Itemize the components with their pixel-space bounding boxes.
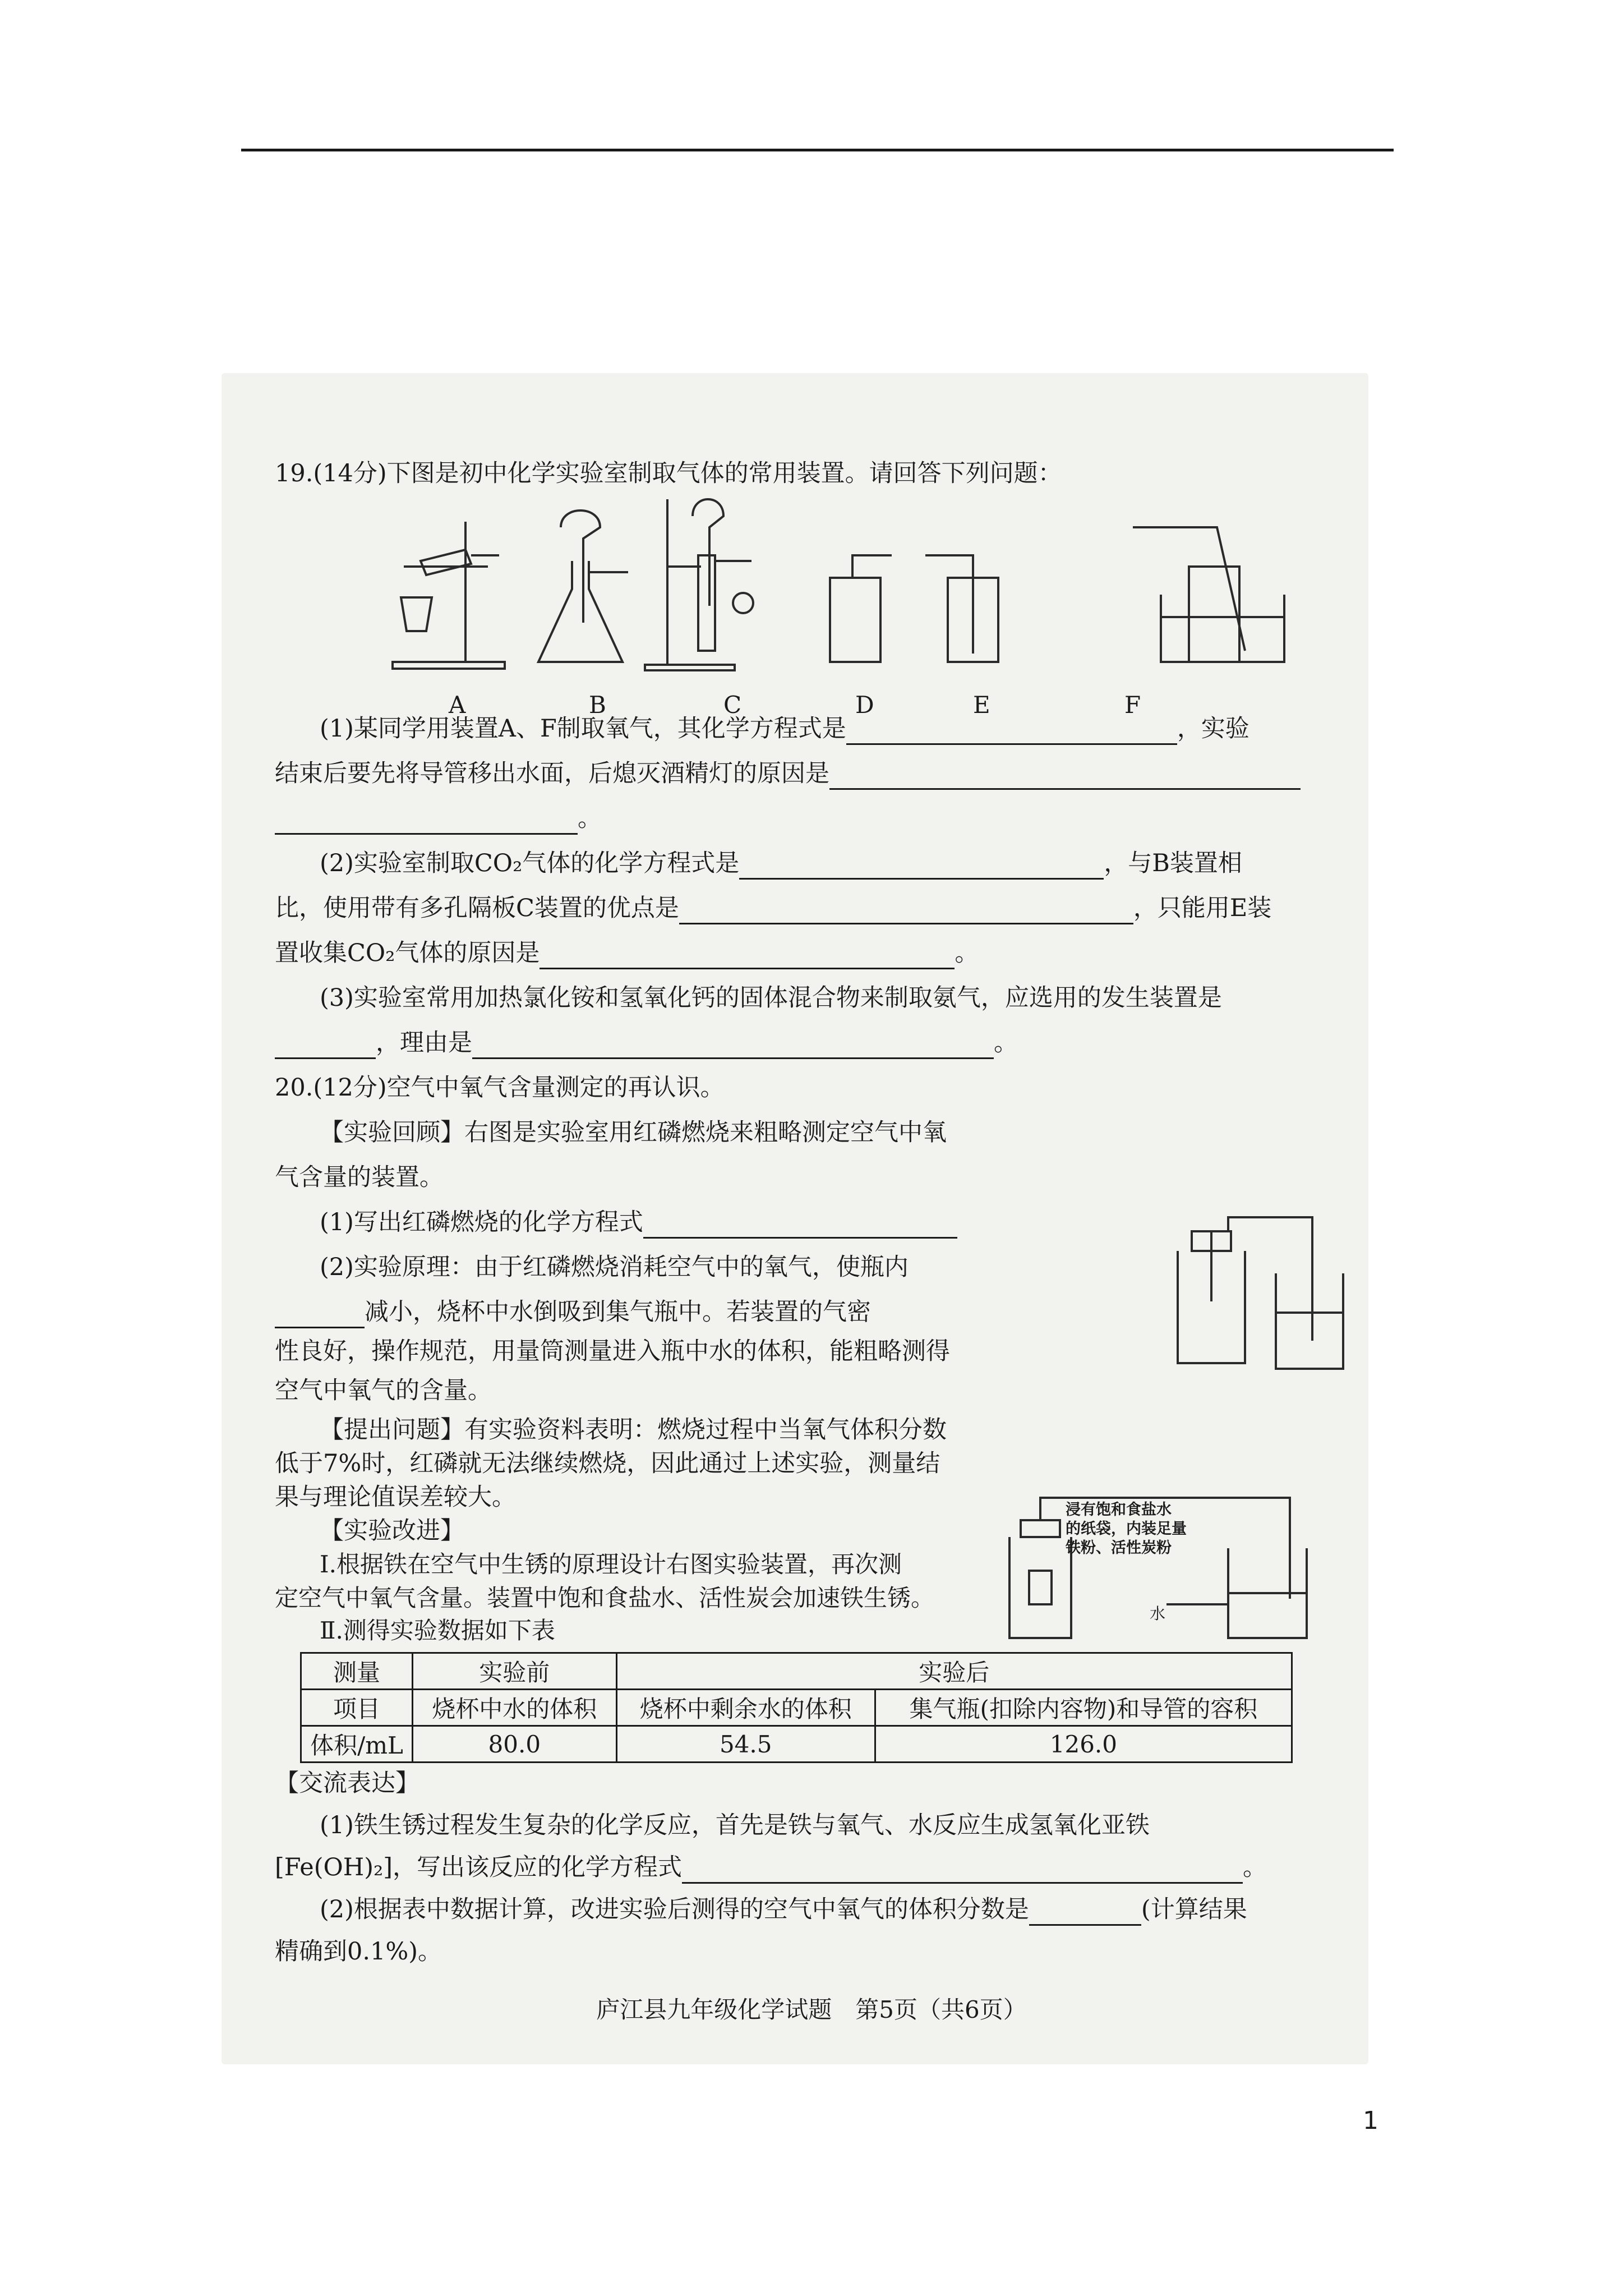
value-remaining-water: 54.5: [616, 1726, 875, 1763]
q19-part1-line3: 。: [275, 802, 602, 835]
q20-step2-line3: 性良好，操作规范，用量筒测量进入瓶中水的体积，能粗略测得: [275, 1337, 950, 1365]
water-label: 水: [1150, 1604, 1166, 1623]
value-beaker-water: 80.0: [413, 1726, 617, 1763]
apparatus-label-c: C: [723, 691, 742, 719]
q19-part1-line2: 结束后要先将导管移出水面，后熄灭酒精灯的原因是: [275, 757, 1301, 790]
measurement-table: [300, 1652, 1293, 1763]
q19-part2-line2: 比，使用带有多孔隔板C装置的优点是 ，只能用E装: [275, 892, 1271, 924]
q20-question-line1: 【提出问题】有实验资料表明：燃烧过程中当氧气体积分数: [320, 1416, 947, 1444]
q20-step1: (1)写出红磷燃烧的化学方程式: [320, 1206, 957, 1239]
q20-exchange-line2: [Fe(OH)₂]，写出该反应的化学方程式 。: [275, 1851, 1267, 1884]
q19-part3-line1: (3)实验室常用加热氯化铵和氢氧化钙的固体混合物来制取氨气，应选用的发生装置是: [320, 984, 1222, 1012]
q20-improve-line1: Ⅰ.根据铁在空气中生锈的原理设计右图实验装置，再次测: [320, 1550, 902, 1578]
page-number: 1: [1363, 2106, 1378, 2135]
apparatus-label-d: D: [855, 691, 874, 719]
q19-title: 19.(14分)下图是初中化学实验室制取气体的常用装置。请回答下列问题：: [275, 459, 1062, 487]
apparatus-label-e: E: [973, 691, 990, 719]
answer-blank[interactable]: [846, 717, 1177, 745]
answer-blank[interactable]: [275, 1032, 376, 1059]
q20-review-line1: 【实验回顾】右图是实验室用红磷燃烧来粗略测定空气中氧: [320, 1119, 947, 1147]
col-volume: 集气瓶(扣除内容物)和导管的容积: [875, 1690, 1292, 1726]
q20-step2-line1: (2)实验原理：由于红磷燃烧消耗空气中的氧气，使瓶内: [320, 1253, 909, 1281]
q20-step2-line2: 减小，烧杯中水倒吸到集气瓶中。若装置的气密: [275, 1296, 871, 1328]
q19-apparatus-figure: [387, 494, 1340, 724]
q20-improve-line2: 定空气中氧气含量。装置中饱和食盐水、活性炭会加速铁生锈。: [275, 1584, 935, 1612]
answer-blank[interactable]: [472, 1032, 994, 1059]
q20-exchange-line3: (2)根据表中数据计算，改进实验后测得的空气中氧气的体积分数是 (计算结果: [320, 1893, 1247, 1926]
answer-blank[interactable]: [643, 1211, 957, 1239]
apparatus-label-f: F: [1124, 691, 1141, 719]
q20-exchange-heading: 【交流表达】: [275, 1769, 419, 1797]
header-after: 实验后: [616, 1653, 1292, 1690]
q19-part2-line1: (2)实验室制取CO₂气体的化学方程式是 ，与B装置相: [320, 847, 1242, 880]
value-volume: 126.0: [875, 1726, 1292, 1763]
page-footer: 庐江县九年级化学试题 第5页（共6页）: [596, 1996, 1027, 2023]
row-label: 体积/mL: [301, 1726, 413, 1763]
q20-review-line2: 气含量的装置。: [275, 1163, 444, 1191]
q20-exchange-line1: (1)铁生锈过程发生复杂的化学反应，首先是铁与氧气、水反应生成氢氧化亚铁: [320, 1811, 1150, 1839]
header-measure: 测量: [301, 1653, 413, 1690]
apparatus-label-b: B: [589, 691, 606, 719]
q20-improve-heading: 【实验改进】: [320, 1517, 464, 1545]
apparatus-label-a: A: [449, 691, 466, 719]
answer-blank[interactable]: [682, 1856, 1243, 1884]
q20-step2-line4: 空气中氧气的含量。: [275, 1377, 492, 1405]
q19-part1-line1: (1)某同学用装置A、F制取氧气，其化学方程式是 ，实验: [320, 712, 1249, 745]
answer-blank[interactable]: [540, 942, 955, 969]
col-beaker-water: 烧杯中水的体积: [413, 1690, 617, 1726]
col-remaining-water: 烧杯中剩余水的体积: [616, 1690, 875, 1726]
answer-blank[interactable]: [275, 807, 578, 835]
q19-part2-line3: 置收集CO₂气体的原因是 。: [275, 937, 979, 969]
answer-blank[interactable]: [829, 762, 1301, 790]
red-phosphorus-apparatus-figure: [1166, 1200, 1346, 1374]
q20-question-line2: 低于7%时，红磷就无法继续燃烧，因此通过上述实验，测量结: [275, 1450, 940, 1478]
q20-exchange-line4: 精确到0.1%)。: [275, 1938, 442, 1966]
q19-part3-line2: ，理由是 。: [275, 1027, 1018, 1059]
answer-blank[interactable]: [1029, 1898, 1141, 1926]
header-rule: [241, 149, 1394, 151]
q20-title: 20.(12分)空气中氧气含量测定的再认识。: [275, 1074, 725, 1102]
answer-blank[interactable]: [679, 897, 1133, 924]
answer-blank[interactable]: [275, 1301, 365, 1328]
header-item: 项目: [301, 1690, 413, 1726]
q20-improve-line3: Ⅱ.测得实验数据如下表: [320, 1617, 555, 1644]
answer-blank[interactable]: [739, 852, 1104, 880]
q20-question-line3: 果与理论值误差较大。: [275, 1483, 516, 1511]
header-before: 实验前: [413, 1653, 617, 1690]
iron-rust-figure-label: 浸有饱和食盐水 的纸袋，内装足量 铁粉、活性炭粉: [1066, 1501, 1187, 1557]
